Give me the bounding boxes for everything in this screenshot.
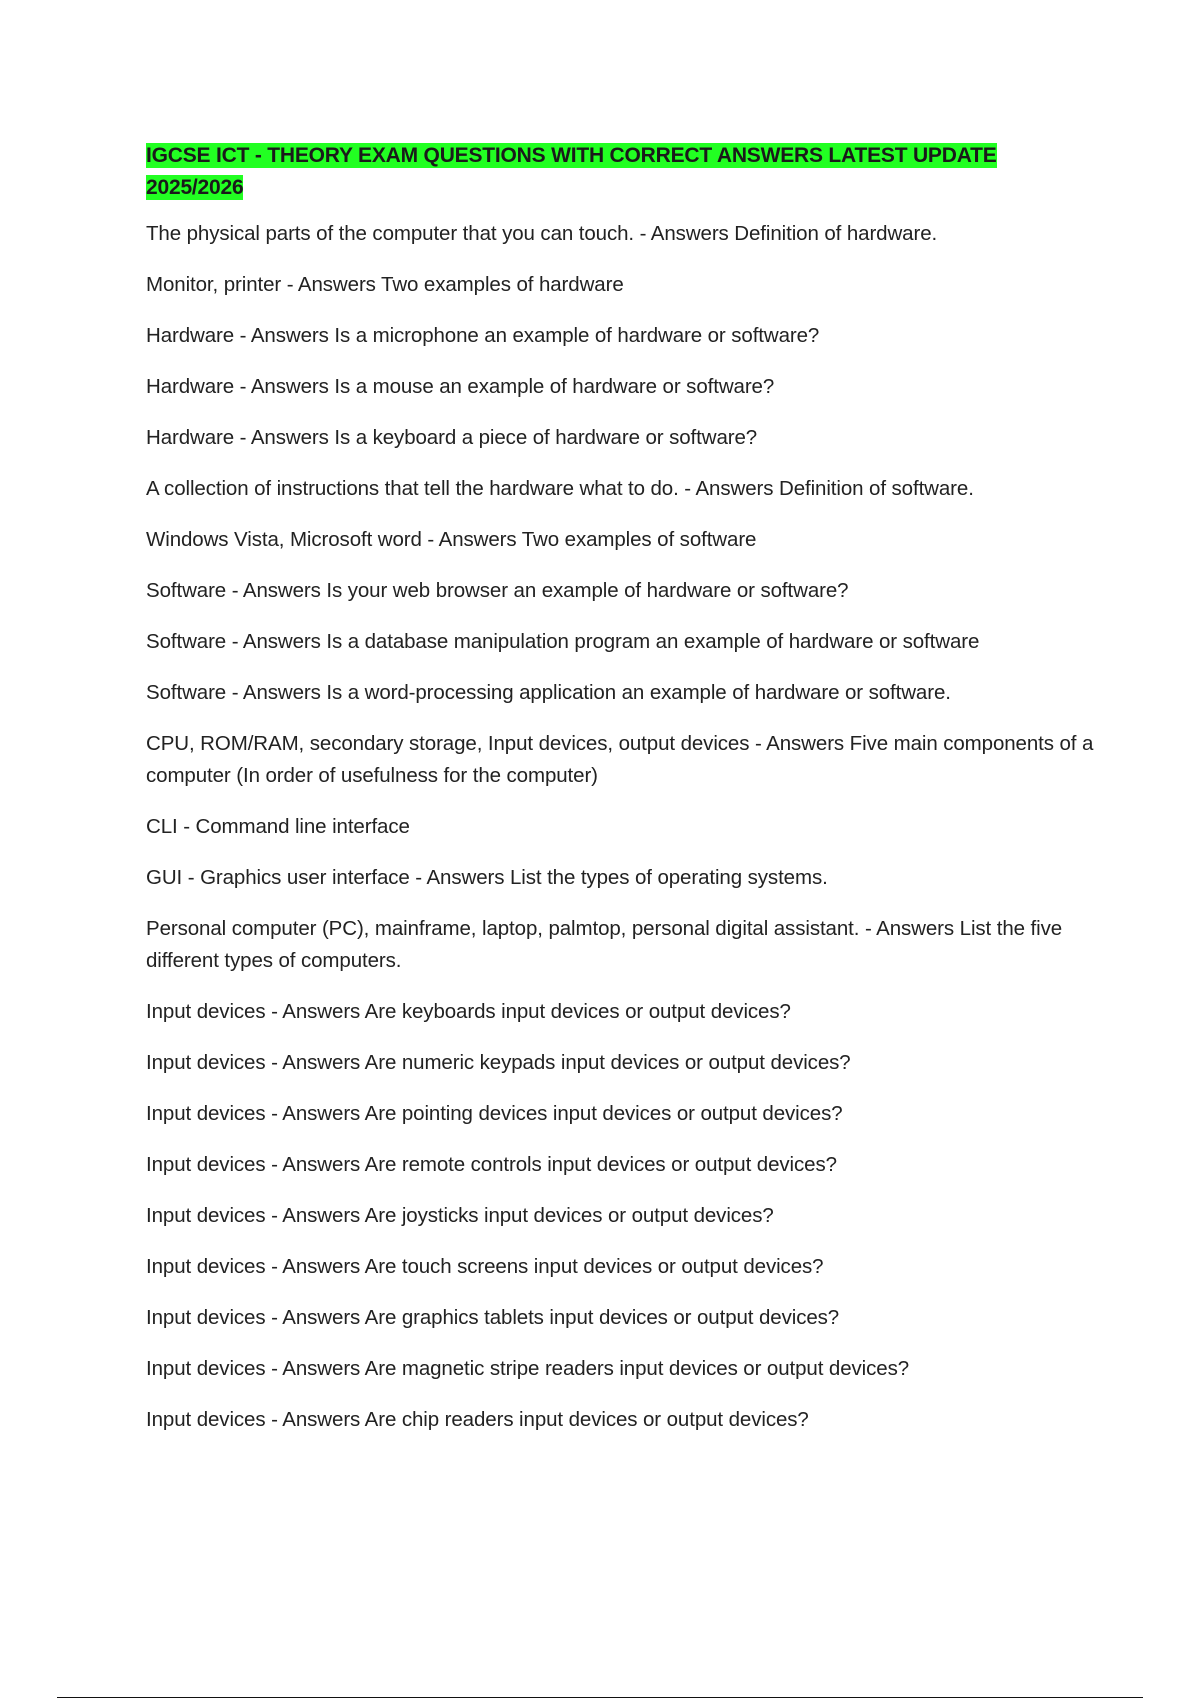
qa-item: Software - Answers Is a database manipulation program an example of hardware or software	[146, 630, 980, 653]
qa-item: The physical parts of the computer that you can touch. - Answers Definition of hardware.	[146, 222, 938, 245]
qa-item: Hardware - Answers Is a keyboard a piece of hardware or software?	[146, 426, 758, 449]
qa-item: CPU, ROM/RAM, secondary storage, Input devices, output devices - Answers Five main components of a computer (In order of usefulness for the computer)	[146, 732, 1094, 787]
qa-item: Input devices - Answers Are graphics tablets input devices or output devices?	[146, 1306, 840, 1329]
qa-item: Software - Answers Is a word-processing application an example of hardware or software.	[146, 681, 951, 704]
qa-item: Input devices - Answers Are pointing devices input devices or output devices?	[146, 1102, 843, 1125]
qa-item: GUI - Graphics user interface - Answers List the types of operating systems.	[146, 866, 828, 889]
qa-list	[146, 218, 1096, 1436]
qa-item: Input devices - Answers Are keyboards input devices or output devices?	[146, 1000, 791, 1023]
qa-item: Input devices - Answers Are joysticks input devices or output devices?	[146, 1204, 774, 1227]
qa-item: A collection of instructions that tell the hardware what to do. - Answers Definition of software.	[146, 477, 974, 500]
qa-item: CLI - Command line interface	[146, 815, 410, 838]
qa-item: Personal computer (PC), mainframe, laptop, palmtop, personal digital assistant. - Answers List the five different types of computers.	[146, 917, 1063, 972]
qa-item: Hardware - Answers Is a microphone an example of hardware or software?	[146, 324, 820, 347]
qa-item: Input devices - Answers Are magnetic stripe readers input devices or output devices?	[146, 1357, 910, 1380]
footer-divider	[57, 1697, 1143, 1698]
qa-item: Input devices - Answers Are remote controls input devices or output devices?	[146, 1153, 837, 1176]
qa-item: Input devices - Answers Are touch screens input devices or output devices?	[146, 1255, 824, 1278]
qa-item: Monitor, printer - Answers Two examples of hardware	[146, 273, 624, 296]
document-page	[146, 140, 1096, 1455]
qa-item: Input devices - Answers Are chip readers input devices or output devices?	[146, 1408, 809, 1431]
title-highlight: IGCSE ICT - THEORY EXAM QUESTIONS WITH CORRECT ANSWERS LATEST UPDATE 2025/2026	[146, 144, 997, 199]
qa-item: Hardware - Answers Is a mouse an example of hardware or software?	[146, 375, 775, 398]
document-title	[146, 140, 1096, 204]
qa-item: Windows Vista, Microsoft word - Answers Two examples of software	[146, 528, 757, 551]
qa-item: Software - Answers Is your web browser an example of hardware or software?	[146, 579, 849, 602]
qa-item: Input devices - Answers Are numeric keypads input devices or output devices?	[146, 1051, 851, 1074]
